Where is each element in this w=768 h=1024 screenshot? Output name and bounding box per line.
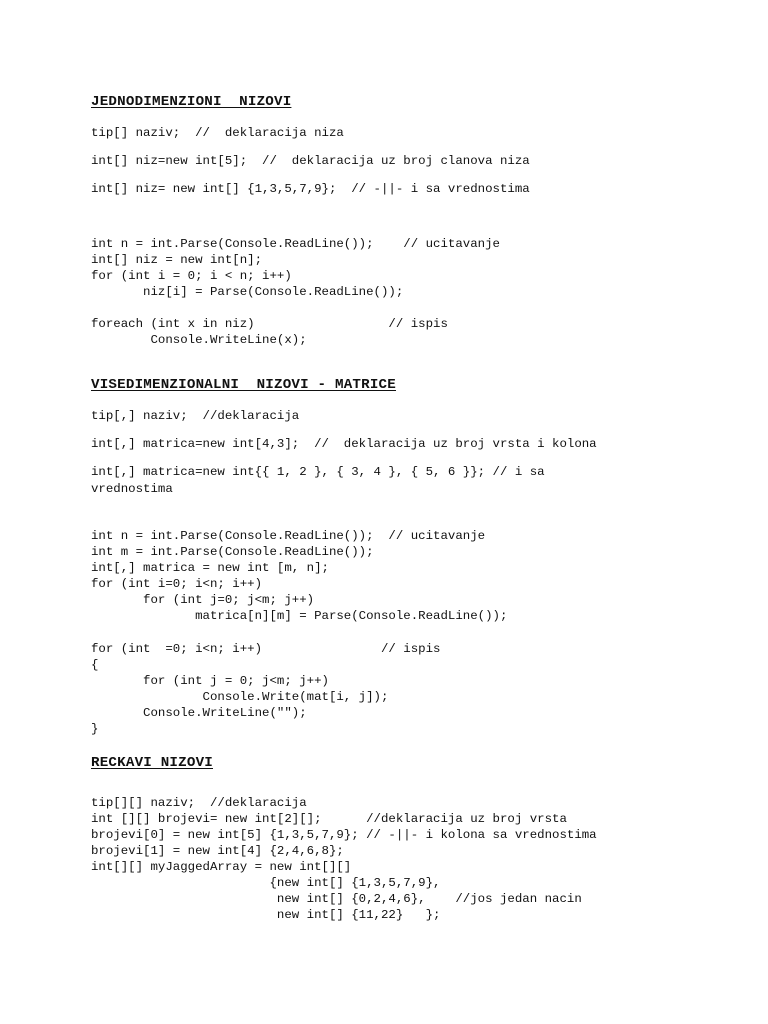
- code-line: tip[][] naziv; //deklaracija: [91, 796, 307, 810]
- code-line: {new int[] {1,3,5,7,9},: [91, 876, 441, 890]
- code-line: for (int i=0; i<n; i++): [91, 577, 263, 591]
- code-line: brojevi[0] = new int[5] {1,3,5,7,9}; // -||- i kolona sa vrednostima: [91, 828, 597, 842]
- code-line: int n = int.Parse(Console.ReadLine()); // ucitavanje: [91, 529, 486, 543]
- code-line: int[][] myJaggedArray = new int[][]: [91, 860, 352, 874]
- code-line: tip[] naziv; // deklaracija niza: [91, 126, 344, 140]
- code-line: int[,] matrica = new int [m, n];: [91, 561, 329, 575]
- code-line: vrednostima: [91, 482, 173, 496]
- code-line: int[] niz=new int[5]; // deklaracija uz broj clanova niza: [91, 154, 530, 168]
- code-line: for (int i = 0; i < n; i++): [91, 269, 292, 283]
- code-line: int[] niz = new int[n];: [91, 253, 263, 267]
- code-line: {: [91, 658, 99, 672]
- code-line: int m = int.Parse(Console.ReadLine());: [91, 545, 374, 559]
- code-line: Console.WriteLine("");: [91, 706, 307, 720]
- code-line: new int[] {0,2,4,6}, //jos jedan nacin: [91, 892, 582, 906]
- code-line: for (int =0; i<n; i++) // ispis: [91, 642, 441, 656]
- code-line: matrica[n][m] = Parse(Console.ReadLine());: [91, 609, 508, 623]
- code-line: }: [91, 722, 99, 736]
- code-line: int[,] matrica=new int[4,3]; // deklaracija uz broj vrsta i kolona: [91, 437, 597, 451]
- code-line: int[] niz= new int[] {1,3,5,7,9}; // -||- i sa vrednostima: [91, 182, 530, 196]
- code-line: int [][] brojevi= new int[2][]; //deklaracija uz broj vrsta: [91, 812, 567, 826]
- code-line: for (int j=0; j<m; j++): [91, 593, 315, 607]
- code-line: for (int j = 0; j<m; j++): [91, 674, 329, 688]
- code-line: int n = int.Parse(Console.ReadLine()); // ucitavanje: [91, 237, 500, 251]
- code-line: brojevi[1] = new int[4] {2,4,6,8};: [91, 844, 344, 858]
- code-line: niz[i] = Parse(Console.ReadLine());: [91, 285, 404, 299]
- section-heading-reckavi: RECKAVI NIZOVI: [91, 755, 213, 771]
- code-line: tip[,] naziv; //deklaracija: [91, 409, 300, 423]
- code-line: new int[] {11,22} };: [91, 908, 441, 922]
- section-heading-jednodimenzioni: JEDNODIMENZIONI NIZOVI: [91, 94, 292, 110]
- section-heading-visedimenzionalni: VISEDIMENZIONALNI NIZOVI - MATRICE: [91, 377, 396, 393]
- code-line: Console.Write(mat[i, j]);: [91, 690, 389, 704]
- code-line: Console.WriteLine(x);: [91, 333, 307, 347]
- code-line: int[,] matrica=new int{{ 1, 2 }, { 3, 4 }, { 5, 6 }}; // i sa: [91, 465, 545, 479]
- code-line: foreach (int x in niz) // ispis: [91, 317, 448, 331]
